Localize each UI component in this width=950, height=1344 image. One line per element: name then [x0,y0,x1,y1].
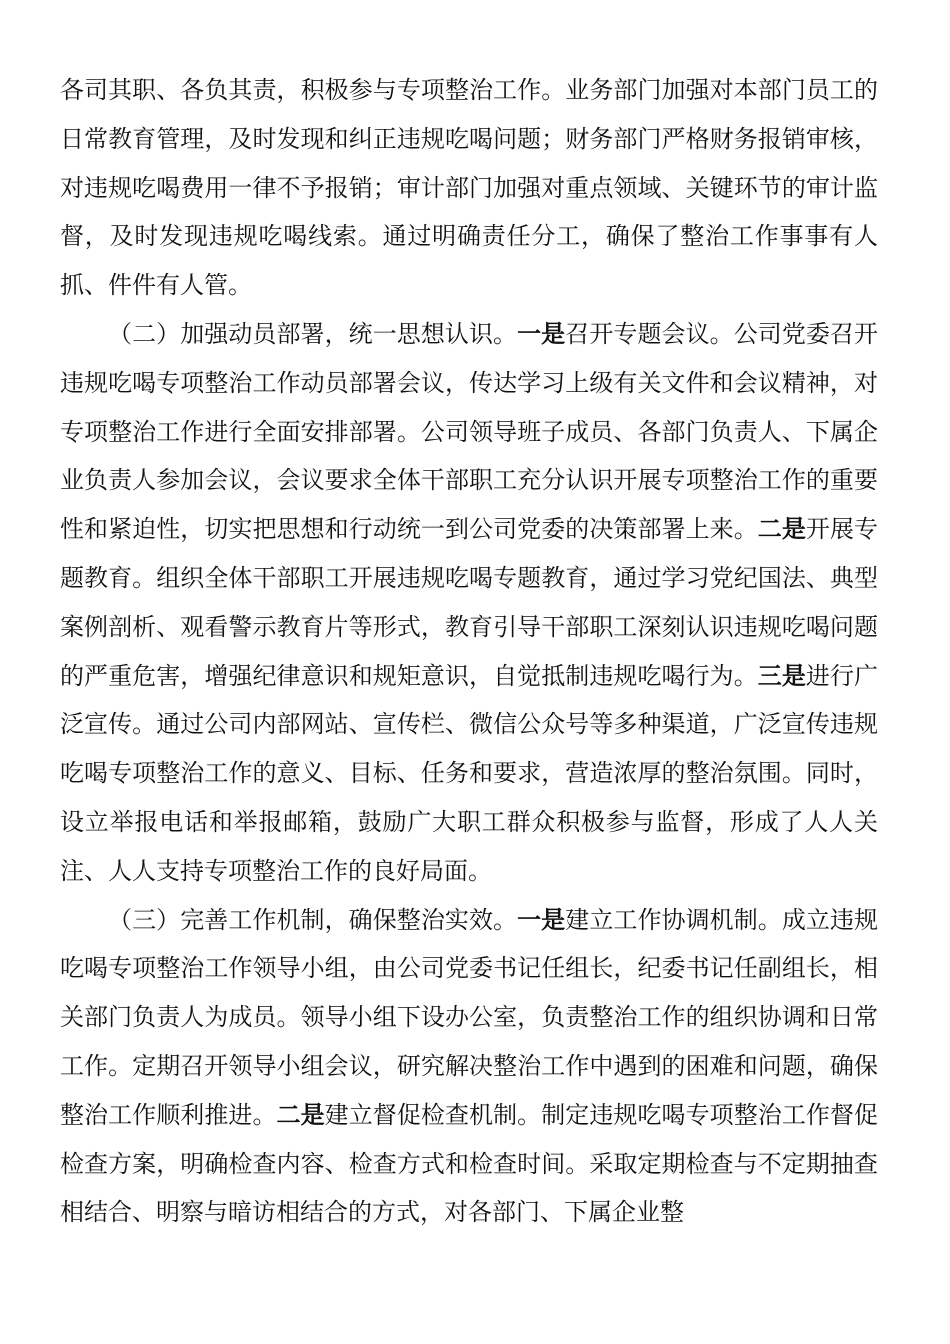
paragraph-section-3 [60,896,878,1238]
section-heading: （二）加强动员部署，统一思想认识。 [108,319,518,348]
paragraph-text: 建立工作协调机制。成立违规吃喝专项整治工作领导小组，由公司党委书记任组长，纪委书记任副组长，相关部门负责人为成员。领导小组下设办公室，负责整治工作的组织协调和日常工作。定期召开领导小组会议，研究解决整治工作中遇到的困难和问题，确保整治工作顺利推进。 [60,905,879,1129]
lead-phrase: 二是 [276,1100,325,1129]
paragraph-text: 进行广泛宣传。通过公司内部网站、宣传栏、微信公众号等多种渠道，广泛宣传违规吃喝专项整治工作的意义、目标、任务和要求，营造浓厚的整治氛围。同时，设立举报电话和举报邮箱，鼓励广大职工群众积极参与监督，形成了人人关注、人人支持专项整治工作的良好局面。 [60,661,879,885]
section-heading: （三）完善工作机制，确保整治实效。 [108,905,518,934]
paragraph-text: 各司其职、各负其责，积极参与专项整治工作。业务部门加强对本部门员工的日常教育管理，及时发现和纠正违规吃喝问题；财务部门严格财务报销审核，对违规吃喝费用一律不予报销；审计部门加强对重点领域、关键环节的审计监督，及时发现违规吃喝线索。通过明确责任分工，确保了整治工作事事有人抓、件件有人管。 [60,76,878,300]
lead-phrase: 三是 [757,661,806,690]
paragraph-text: 召开专题会议。公司党委召开违规吃喝专项整治工作动员部署会议，传达学习上级有关文件和会议精神，对专项整治工作进行全面安排部署。公司领导班子成员、各部门负责人、下属企业负责人参加会议，会议要求全体干部职工充分认识开展专项整治工作的重要性和紧迫性，切实把思想和行动统一到公司党委的决策部署上来。 [60,319,879,544]
lead-phrase: 二是 [757,515,806,544]
paragraph-text: 开展专题教育。组织全体干部职工开展违规吃喝专题教育，通过学习党纪国法、典型案例剖析、观看警示教育片等形式，教育引导干部职工深刻认识违规吃喝问题的严重危害，增强纪律意识和规矩意识，自觉抵制违规吃喝行为。 [60,515,879,690]
paragraph-continuation [60,66,878,310]
lead-phrase: 一是 [517,905,566,934]
paragraph-text: 建立督促检查机制。制定违规吃喝专项整治工作督促检查方案，明确检查内容、检查方式和检查时间。采取定期检查与不定期抽查相结合、明察与暗访相结合的方式，对各部门、下属企业整 [60,1100,879,1227]
paragraph-section-2 [60,310,878,896]
lead-phrase: 一是 [517,319,566,348]
document-page [60,66,878,1237]
